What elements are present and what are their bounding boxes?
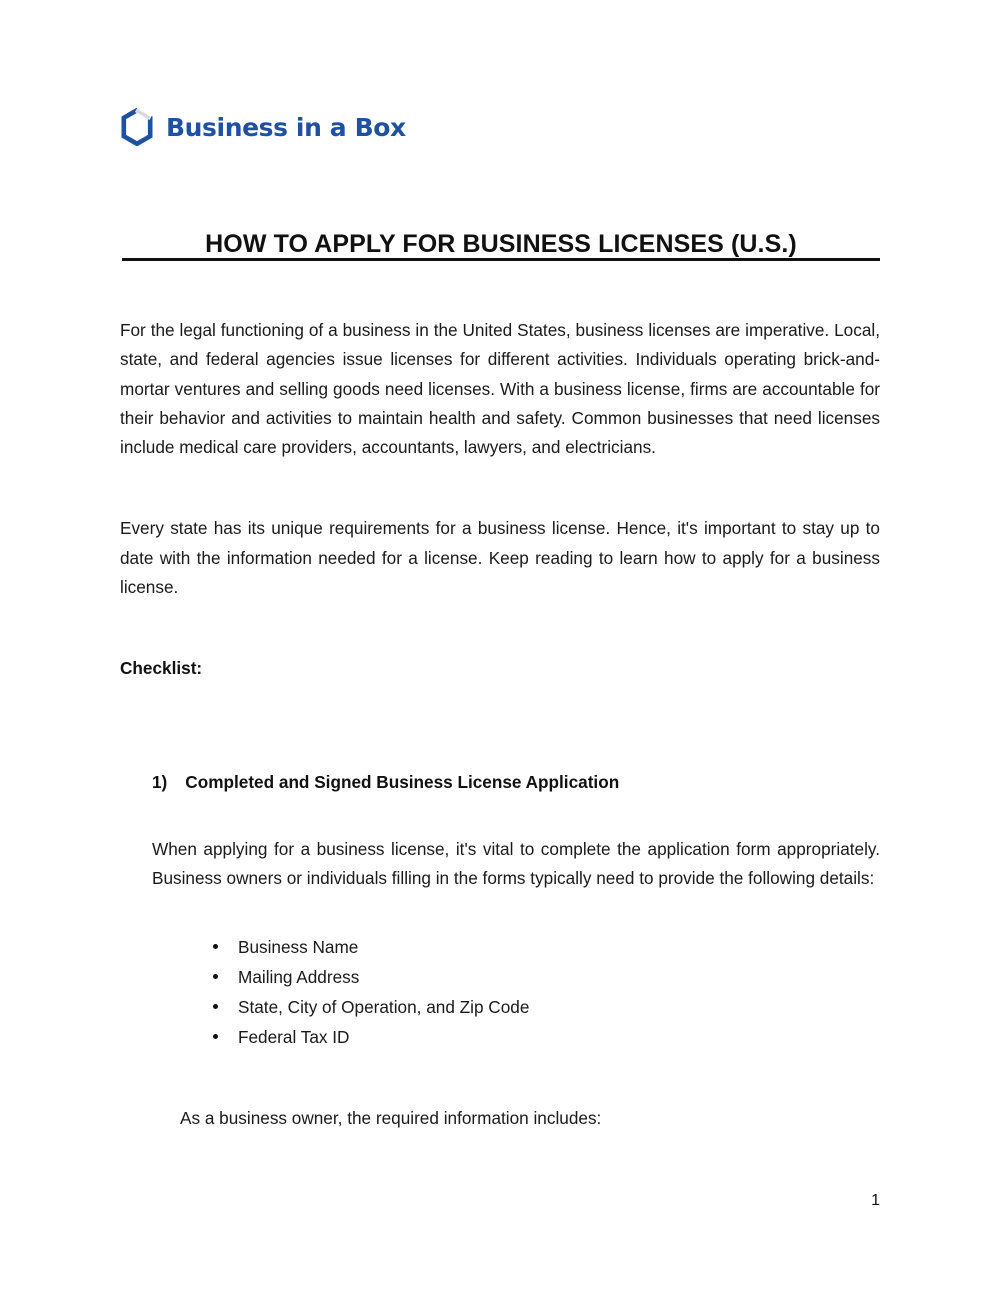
bullet-icon	[213, 1004, 218, 1009]
hexagon-outline-icon	[120, 108, 154, 146]
list-item-label: State, City of Operation, and Zip Code	[238, 996, 530, 1017]
list-item-label: Business Name	[238, 936, 359, 957]
requirements-list	[120, 932, 880, 1053]
page-number: 1	[871, 1192, 880, 1209]
list-marker: 1)	[152, 771, 168, 792]
list-item-label: Federal Tax ID	[238, 1027, 350, 1048]
checklist-item-closing: As a business owner, the required information includes:	[180, 1108, 602, 1129]
bullet-icon	[213, 1034, 218, 1039]
spacer	[120, 736, 880, 768]
bullet-icon	[213, 944, 218, 949]
page-title: HOW TO APPLY FOR BUSINESS LICENSES (U.S.)	[205, 229, 797, 258]
checklist-heading: Checklist:	[120, 658, 203, 679]
document-body	[120, 316, 880, 1134]
checklist-item-body: When applying for a business license, it's vital to complete the application form appropriately. Business owners or individuals filling in the forms typically need to provide the following details:	[152, 838, 880, 889]
list-item	[120, 962, 880, 992]
spacer	[120, 684, 880, 736]
intro-paragraph-2: Every state has its unique requirements for a business license. Hence, it's important to stay up to date with the information needed for a license. Keep reading to learn how to apply for a business license.	[120, 518, 880, 598]
list-item	[120, 932, 880, 962]
title-divider	[122, 258, 880, 261]
spacer	[120, 894, 880, 932]
checklist-item-heading	[120, 768, 880, 797]
brand-name: Business in a Box	[166, 112, 406, 142]
intro-paragraph-1: For the legal functioning of a business in the United States, business licenses are imperative. Local, state, and federal agencies issue licenses for different activities. Individuals operating brick-and-mortar ventures and selling goods need licenses. With a business license, firms are accountable for their behavior and activities to maintain health and safety. Common businesses that need licenses include medical care providers, accountants, lawyers, and electricians.	[120, 320, 880, 458]
list-item	[120, 1022, 880, 1052]
spacer	[120, 797, 880, 835]
spacer	[120, 462, 880, 514]
spacer	[120, 1052, 880, 1104]
list-item-label: Mailing Address	[238, 966, 360, 987]
list-heading-text: Completed and Signed Business License Application	[185, 771, 620, 792]
spacer	[120, 602, 880, 654]
bullet-icon	[213, 974, 218, 979]
list-item	[120, 992, 880, 1022]
brand-logo	[120, 108, 406, 146]
